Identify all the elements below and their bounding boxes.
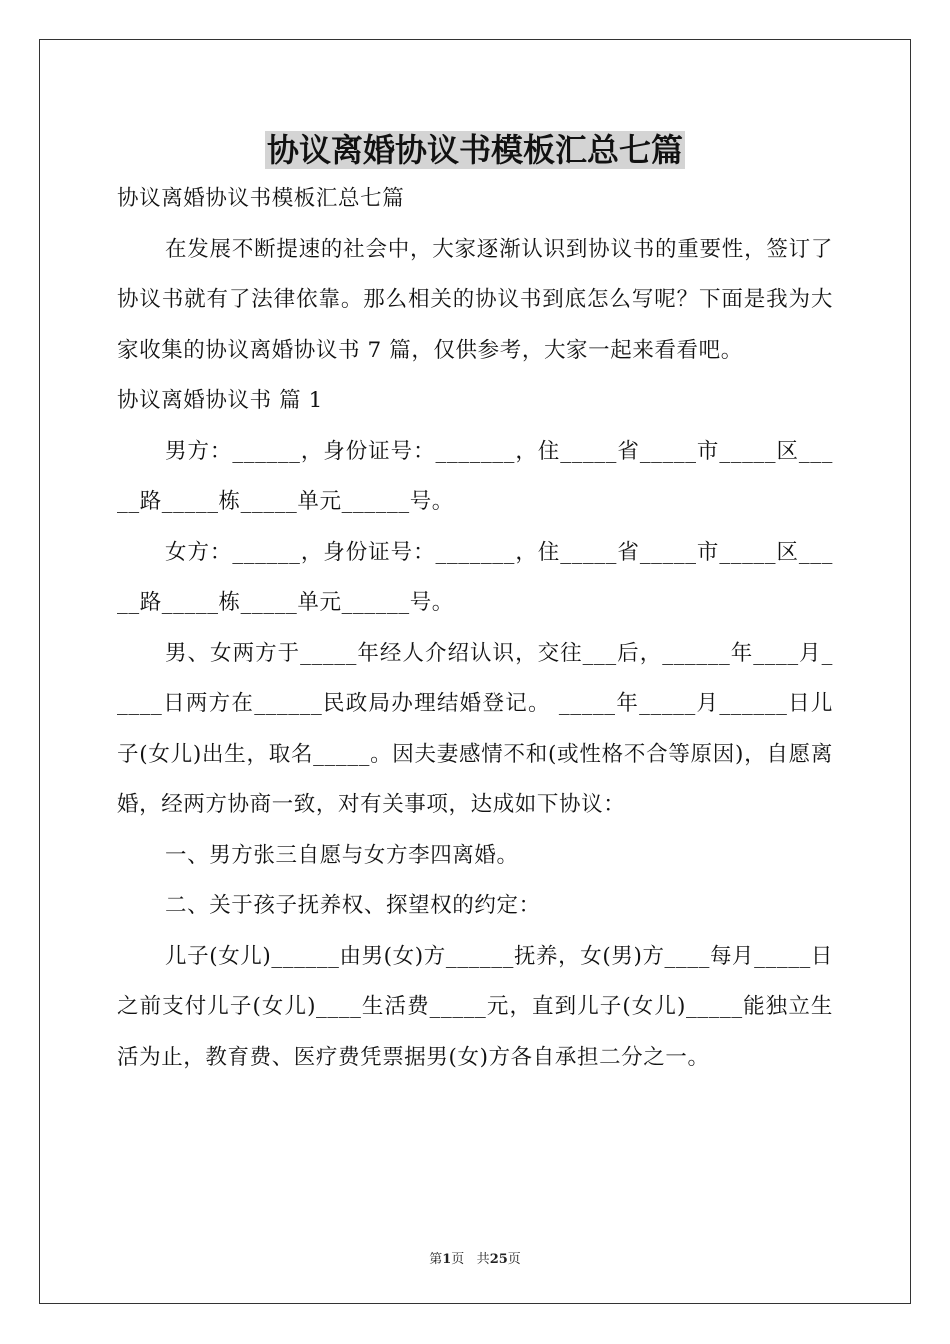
section-heading: 协议离婚协议书 篇 1 <box>117 388 323 413</box>
paragraph: 儿子(女儿)______由男(女)方______抚养，女(男)方____每月_____日之前支付儿子(女儿)____生活费_____元，直到儿子(女儿)_____能独立生活为止，教育费、医疗费凭票据男(女)方各自承担二分之一。 <box>117 943 833 1070</box>
document-title <box>0 128 950 172</box>
footer-total-suffix: 页 <box>507 1252 521 1267</box>
paragraph: 二、关于孩子抚养权、探望权的约定： <box>165 893 541 918</box>
document-body <box>117 174 833 1083</box>
paragraph: 男、女两方于_____年经人介绍认识，交往___后，______年____月_____日两方在______民政局办理结婚登记。 _____年_____月______日儿子(女儿)出生，取名_____。因夫妻感情不和(或性格不合等原因)，自愿离婚，经两方协商一致，对有关事项，达成如下协议： <box>117 640 833 817</box>
footer-total-pages: 25 <box>489 1252 508 1267</box>
paragraph: 女方：______，身份证号：_______，住_____省_____市_____区_____路_____栋_____单元______号。 <box>117 539 833 615</box>
paragraph: 男方：______，身份证号：_______，住_____省_____市_____区_____路_____栋_____单元______号。 <box>117 438 833 514</box>
paragraph: 协议离婚协议书模板汇总七篇 <box>117 186 405 211</box>
page-footer <box>0 1248 950 1267</box>
footer-prefix: 第 <box>429 1252 443 1267</box>
paragraph: 一、男方张三自愿与女方李四离婚。 <box>165 842 519 868</box>
document-title-text: 协议离婚协议书模板汇总七篇 <box>266 131 683 169</box>
footer-page-suffix: 页 <box>451 1252 465 1267</box>
footer-page-number: 1 <box>442 1252 452 1267</box>
paragraph: 在发展不断提速的社会中，大家逐渐认识到协议书的重要性，签订了协议书就有了法律依靠。那么相关的协议书到底怎么写呢？下面是我为大家收集的协议离婚协议书 7 篇，仅供参考，大家一起来看看吧。 <box>117 236 833 363</box>
footer-total-prefix: 共 <box>476 1252 490 1267</box>
